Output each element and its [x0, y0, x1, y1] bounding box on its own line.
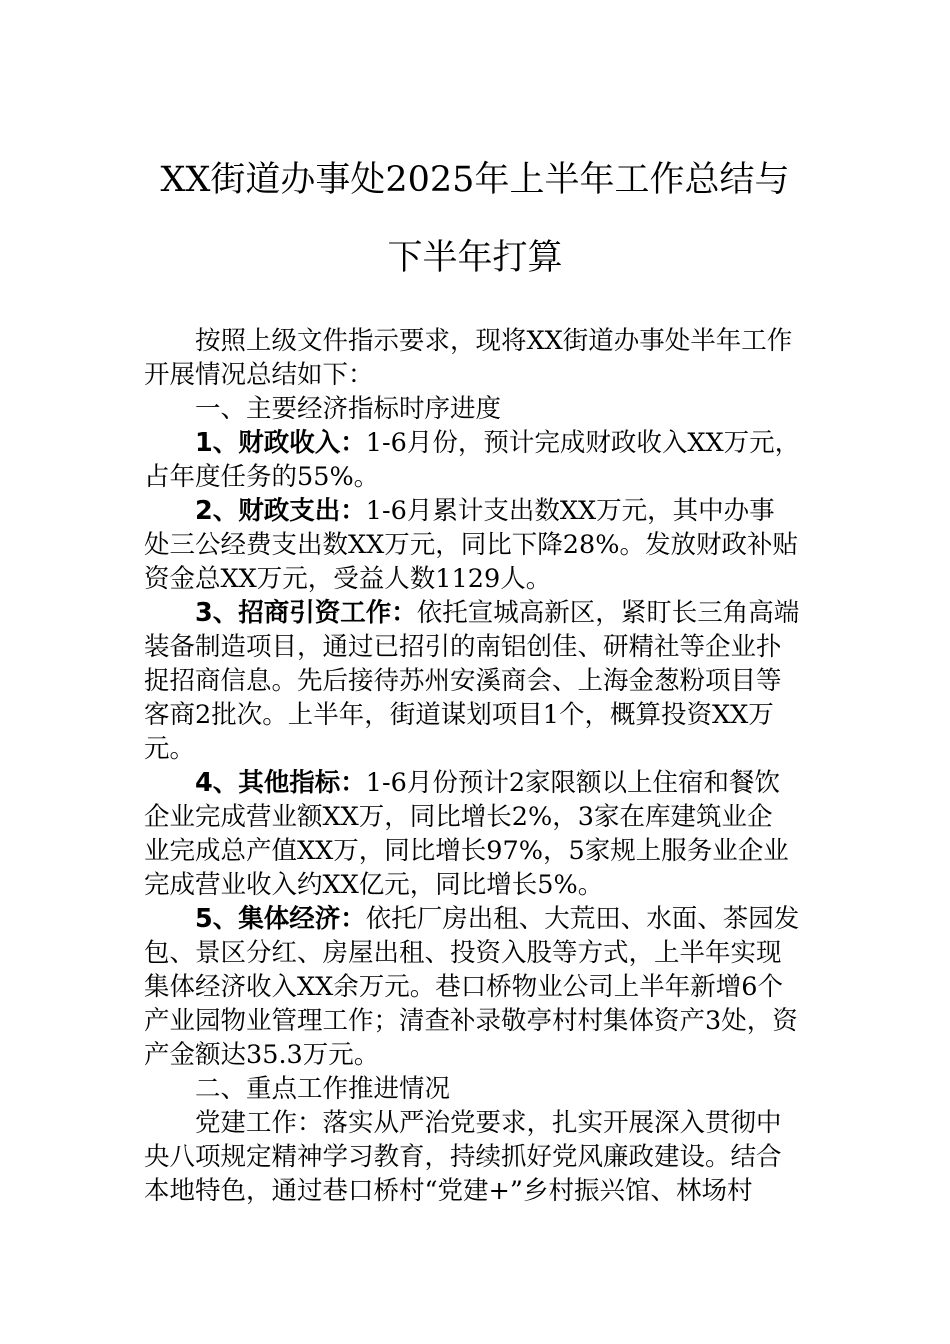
item-3-line-5: 元。	[144, 734, 196, 764]
party-line-1: 党建工作：落实从严治党要求，扎实开展深入贯彻中	[195, 1108, 782, 1138]
item-5-text: 依托厂房出租、大荒田、水面、茶园发	[365, 904, 800, 934]
intro-line-2: 开展情况总结如下：	[144, 360, 374, 390]
item-1-text: 1-6月份，预计完成财政收入XX万元，	[365, 428, 801, 458]
item-4-first-line	[144, 766, 834, 800]
item-4-line-2: 企业完成营业额XX万，同比增长2%，3家在库建筑业企	[144, 802, 773, 832]
item-4-text: 1-6月份预计2家限额以上住宿和餐饮	[365, 768, 781, 798]
item-5-line-4: 产业园物业管理工作；清查补录敬亭村村集体资产3处，资	[144, 1006, 798, 1036]
item-4-label: 4、其他指标：	[195, 768, 366, 798]
item-2-line-2: 处三公经费支出数XX万元，同比下降28%。发放财政补贴	[144, 530, 798, 560]
item-3-line-3: 捉招商信息。先后接待苏州安溪商会、上海金葱粉项目等	[144, 666, 782, 696]
item-5-line-5: 产金额达35.3万元。	[144, 1040, 380, 1070]
item-5-line-3: 集体经济收入XX余万元。巷口桥物业公司上半年新增6个	[144, 972, 784, 1002]
intro-line-1: 按照上级文件指示要求，现将XX街道办事处半年工作	[195, 326, 793, 356]
item-2-text: 1-6月累计支出数XX万元，其中办事	[365, 496, 775, 526]
title-line-1: XX街道办事处2025年上半年工作总结与	[160, 160, 790, 200]
section-heading-1: 一、主要经济指标时序进度	[195, 394, 502, 424]
item-1-first-line	[144, 426, 834, 460]
document-body	[144, 324, 834, 1208]
item-1-label: 1、财政收入：	[195, 428, 366, 458]
item-4-line-3: 业完成总产值XX万，同比增长97%，5家规上服务业企业	[144, 836, 789, 866]
item-3-line-4: 客商2批次。上半年，街道谋划项目1个，概算投资XX万	[144, 700, 774, 730]
item-3-label: 3、招商引资工作：	[195, 598, 417, 628]
party-line-2: 央八项规定精神学习教育，持续抓好党风廉政建设。结合	[144, 1142, 782, 1172]
item-1-line-2: 占年度任务的55%。	[144, 462, 380, 492]
item-5-line-2: 包、景区分红、房屋出租、投资入股等方式，上半年实现	[144, 938, 782, 968]
item-2-line-3: 资金总XX万元，受益人数1129人。	[144, 564, 552, 594]
item-3-text: 依托宣城高新区，紧盯长三角高端	[416, 598, 800, 628]
item-2-first-line	[144, 494, 834, 528]
item-3-line-2: 装备制造项目，通过已招引的南铝创佳、研精社等企业扑	[144, 632, 782, 662]
item-4-line-4: 完成营业收入约XX亿元，同比增长5%。	[144, 870, 604, 900]
title-line-2: 下半年打算	[387, 238, 563, 278]
party-line-3: 本地特色，通过巷口桥村“党建+”乡村振兴馆、林场村	[144, 1176, 753, 1206]
item-3-first-line	[144, 596, 834, 630]
item-5-first-line	[144, 902, 834, 936]
document-title	[120, 160, 830, 278]
section-heading-2: 二、重点工作推进情况	[195, 1074, 451, 1104]
item-5-label: 5、集体经济：	[195, 904, 366, 934]
item-2-label: 2、财政支出：	[195, 496, 366, 526]
